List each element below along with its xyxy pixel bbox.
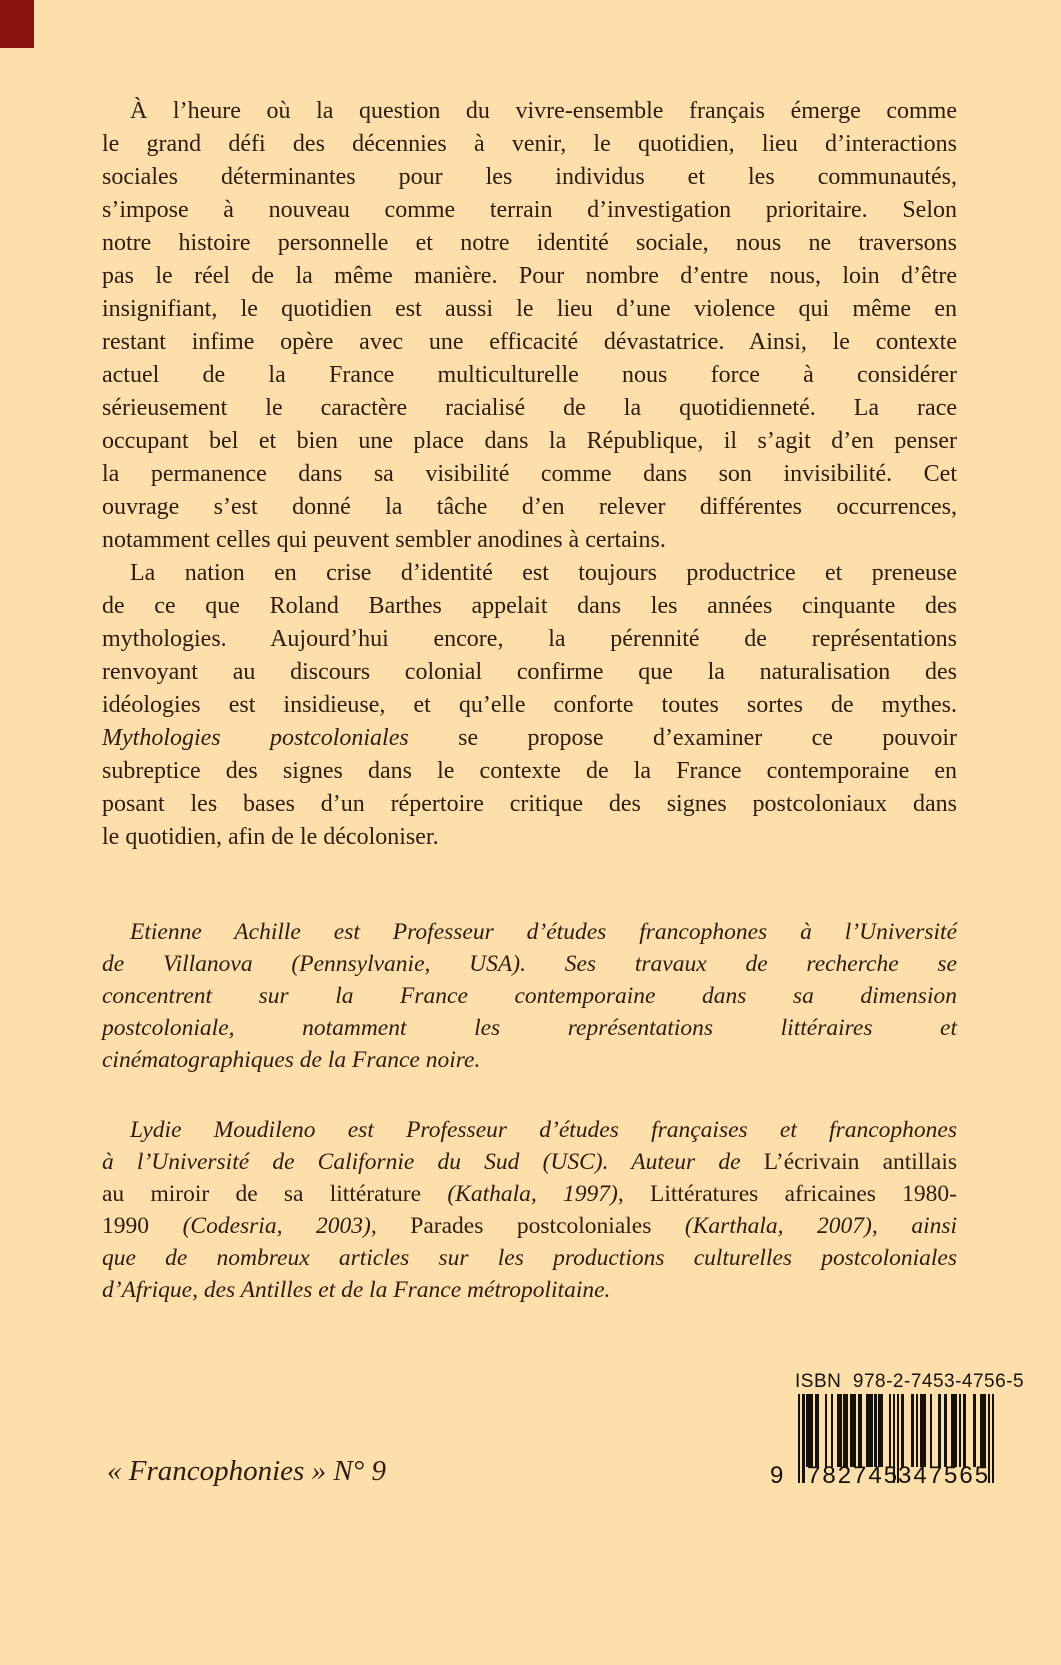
italic-text-segment: Mythologies postcoloniales (102, 725, 409, 751)
text-line: cinématographiques de la France noire. (102, 1047, 481, 1073)
barcode-bar (845, 1394, 847, 1467)
author-bio-lydie-moudileno (102, 1114, 957, 1306)
italic-text-segment: (Kathala, 1997), (447, 1181, 624, 1207)
text-line: la permanence dans sa visibilité comme dans son invisibilité. Cet (102, 461, 957, 487)
author-bio-etienne-achille (102, 916, 957, 1076)
roman-text-segment: 1990 (102, 1213, 183, 1239)
barcode-bar (901, 1394, 903, 1467)
text-line: ouvrage s’est donné la tâche d’en relever différentes occurrences, (102, 494, 957, 520)
barcode-bar (930, 1394, 932, 1467)
barcode-bar (944, 1394, 946, 1467)
barcode-bar (984, 1394, 986, 1467)
text-line: le grand défi des décennies à venir, le quotidien, lieu d’interactions (102, 131, 957, 157)
text-line (102, 722, 957, 755)
back-cover-text (102, 95, 957, 854)
barcode-bar (870, 1394, 872, 1467)
barcode-digit-system: 9 (770, 1462, 784, 1489)
text-line (102, 1210, 957, 1242)
barcode-digits-right: 347565 (898, 1462, 991, 1489)
synopsis-paragraph-2 (102, 557, 957, 854)
text-line: s’impose à nouveau comme terrain d’investigation prioritaire. Selon (102, 197, 957, 223)
text-line: notre histoire personnelle et notre identité sociale, nous ne traversons (102, 230, 957, 256)
text-line: actuel de la France multiculturelle nous force à considérer (102, 362, 957, 388)
text-line: sociales déterminantes pour les individus et les communautés, (102, 164, 957, 190)
text-line: postcoloniale, notamment les représentations littéraires et (102, 1015, 957, 1041)
barcode-bar (963, 1394, 965, 1467)
barcode-bar (860, 1394, 862, 1467)
barcode-bar (831, 1394, 833, 1467)
barcode-bar (992, 1394, 994, 1483)
text-line: pas le réel de la même manière. Pour nombre d’entre nous, loin d’être (102, 263, 957, 289)
text-line: restant infime opère avec une efficacité dévastatrice. Ainsi, le contexte (102, 329, 957, 355)
barcode-bar (802, 1394, 804, 1483)
text-line: notamment celles qui peuvent sembler anodines à certains. (102, 527, 666, 553)
synopsis-paragraph-1 (102, 95, 957, 557)
spine-corner-mark (0, 0, 34, 48)
barcode-bar (955, 1394, 957, 1467)
text-line: de ce que Roland Barthes appelait dans les années cinquante des (102, 593, 957, 619)
italic-text-segment: à l’Université de Californie du Sud (USC). Auteur de (102, 1149, 764, 1175)
barcode-digits-left: 782745 (807, 1462, 900, 1489)
text-line: subreptice des signes dans le contexte de la France contemporaine en (102, 758, 957, 784)
barcode-bar (817, 1394, 819, 1467)
text-line: idéologies est insidieuse, et qu’elle conforte toutes sortes de mythes. (102, 692, 957, 718)
barcode-bar (938, 1394, 940, 1467)
barcode-bar (798, 1394, 800, 1483)
text-line (102, 1178, 957, 1210)
series-label: « Francophonies » N° 9 (107, 1455, 387, 1487)
barcode-bar (874, 1394, 876, 1467)
barcode-bar (916, 1394, 918, 1467)
italic-text-segment: (Codesria, 2003), (182, 1213, 377, 1239)
roman-text-segment: Parades postcoloniales (376, 1213, 685, 1239)
barcode-bar (973, 1394, 975, 1467)
isbn-label: ISBN 978-2-7453-4756-5 (795, 1371, 1025, 1392)
barcode-bar (911, 1394, 913, 1467)
text-line: Lydie Moudileno est Professeur d’études françaises et francophones (130, 1117, 957, 1143)
text-line: le quotidien, afin de le décoloniser. (102, 824, 439, 850)
text-line: renvoyant au discours colonial confirme que la naturalisation des (102, 659, 957, 685)
barcode-bar (825, 1394, 827, 1467)
roman-text-segment: L’écrivain antillais (763, 1149, 957, 1175)
barcode-bar (810, 1394, 812, 1467)
barcode-bar (881, 1394, 883, 1467)
barcode-bar (839, 1394, 841, 1467)
text-line: posant les bases d’un répertoire critique des signes postcoloniaux dans (102, 791, 957, 817)
barcode-bar (959, 1394, 961, 1467)
text-line: insignifiant, le quotidien est aussi le lieu d’une violence qui même en (102, 296, 957, 322)
barcode-bar (889, 1394, 891, 1467)
barcode-bar (854, 1394, 856, 1467)
text-line (102, 1146, 957, 1178)
roman-text-segment: Littératures africaines 1980- (623, 1181, 958, 1207)
text-line: mythologies. Aujourd’hui encore, la pérennité de représentations (102, 626, 957, 652)
text-line: concentrent sur la France contemporaine dans sa dimension (102, 983, 957, 1009)
text-line: occupant bel et bien une place dans la République, il s’agit d’en penser (102, 428, 957, 454)
text-line: de Villanova (Pennsylvanie, USA). Ses travaux de recherche se (102, 951, 957, 977)
text-line: Etienne Achille est Professeur d’études francophones à l’Université (130, 919, 957, 945)
barcode-bar (924, 1394, 926, 1467)
text-line: que de nombreux articles sur les productions culturelles postcoloniales (102, 1245, 957, 1271)
text-line: d’Afrique, des Antilles et de la France métropolitaine. (102, 1277, 611, 1303)
roman-text-segment: au miroir de sa littérature (102, 1181, 448, 1207)
italic-text-segment: (Karthala, 2007), ainsi (684, 1213, 958, 1239)
text-line: La nation en crise d’identité est toujours productrice et preneuse (130, 560, 957, 586)
roman-text-segment: se propose d’examiner ce pouvoir (408, 725, 958, 751)
text-line: À l’heure où la question du vivre-ensemble français émerge comme (130, 98, 957, 124)
text-line: sérieusement le caractère racialisé de la quotidienneté. La race (102, 395, 957, 421)
